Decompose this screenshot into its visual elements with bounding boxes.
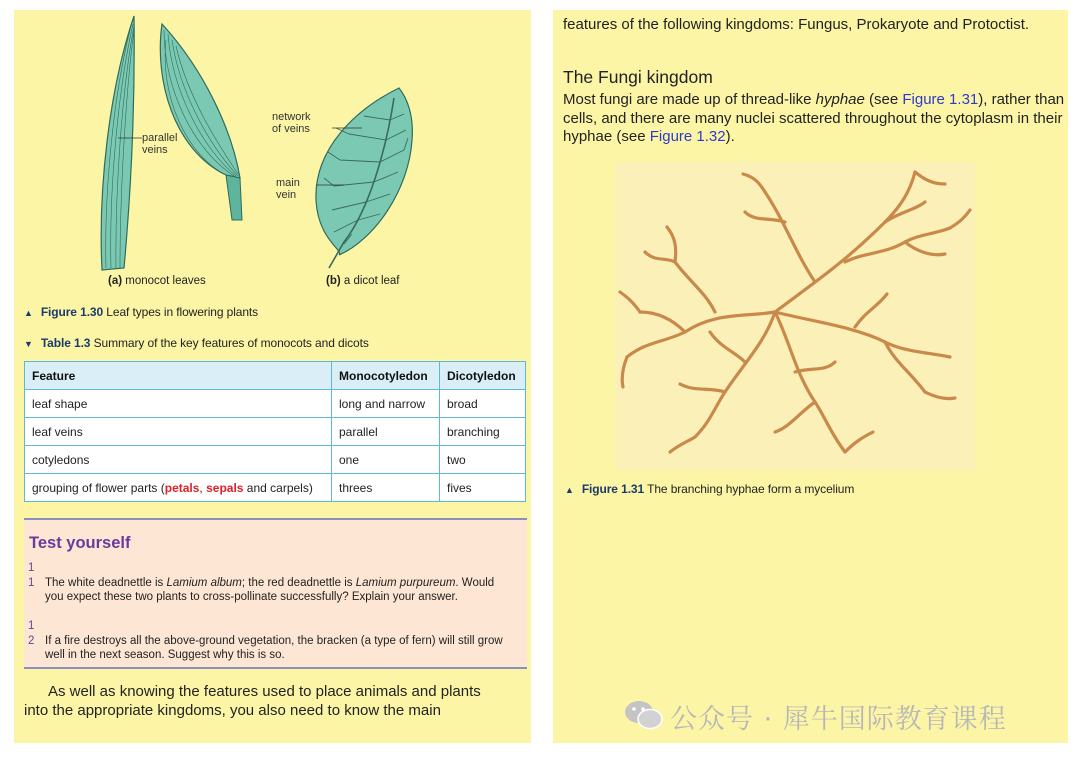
table-row xyxy=(25,390,526,418)
table-cell: threes xyxy=(332,474,440,502)
table-cell: leaf veins xyxy=(25,418,332,446)
main-vein-label: main vein xyxy=(276,177,300,201)
sepals-highlight: sepals xyxy=(206,480,244,495)
network-of-veins-label: network of veins xyxy=(272,111,311,135)
table-row xyxy=(25,474,526,502)
question-marker: 1 xyxy=(28,562,35,574)
monocot-sublabel: (a) monocot leaves xyxy=(108,275,206,287)
question-number: 2 xyxy=(28,635,35,647)
table-cell: two xyxy=(440,446,526,474)
fungi-paragraph: Most fungi are made up of thread-like hyphae (see Figure 1.31), rather than cells, and there are many nuclei scattered throughout the cytoplasm in their hyphae (see Figure 1.32). xyxy=(563,91,1065,145)
table-cell: fives xyxy=(440,474,526,502)
wechat-logo-icon xyxy=(623,698,665,732)
table-cell: one xyxy=(332,446,440,474)
watermark-text: 公众号 · 犀牛国际教育课程 xyxy=(670,704,1007,735)
figure-1-32-link[interactable]: Figure 1.32 xyxy=(649,128,726,145)
table-cell: branching xyxy=(440,418,526,446)
header-monocotyledon: Monocotyledon xyxy=(332,362,440,390)
question-number: 1 xyxy=(28,577,35,589)
question-2-text: If a fire destroys all the above-ground vegetation, the bracken (a type of fern) will still grow well in the next season. Suggest why this is so. xyxy=(45,635,503,661)
header-dicotyledon: Dicotyledon xyxy=(440,362,526,390)
parallel-veins-label: parallel veins xyxy=(142,132,178,156)
left-page xyxy=(14,10,531,743)
triangle-down-icon: ▼ xyxy=(24,339,33,349)
table-header-row xyxy=(25,362,526,390)
table-cell: cotyledons xyxy=(25,446,332,474)
monocot-dicot-table xyxy=(24,361,526,502)
table-row xyxy=(25,446,526,474)
table-cell: parallel xyxy=(332,418,440,446)
test-yourself-title: Test yourself xyxy=(29,534,131,552)
table-1-3-caption: ▼ Table 1.3 Summary of the key features of monocots and dicots xyxy=(24,336,369,350)
continued-paragraph: features of the following kingdoms: Fungus, Prokaryote and Protoctist. xyxy=(563,16,1030,33)
triangle-up-icon: ▲ xyxy=(24,308,33,318)
table-cell: broad xyxy=(440,390,526,418)
hyphae-mycelium-image xyxy=(615,162,975,470)
header-feature: Feature xyxy=(25,362,332,390)
figure-1-31-link[interactable]: Figure 1.31 xyxy=(902,91,979,108)
table-row xyxy=(25,418,526,446)
question-1-text: The white deadnettle is Lamium album; the red deadnettle is Lamium purpureum. Would you expect these two plants to cross-pollinate successfully? Explain your answer. xyxy=(45,577,495,603)
section-heading: The Fungi kingdom xyxy=(563,67,713,87)
right-page xyxy=(553,10,1068,743)
petals-highlight: petals xyxy=(164,480,200,495)
question-marker: 1 xyxy=(28,620,35,632)
triangle-up-icon: ▲ xyxy=(565,485,574,495)
table-cell: long and narrow xyxy=(332,390,440,418)
figure-1-31-caption: ▲ Figure 1.31 The branching hyphae form a mycelium xyxy=(565,482,855,496)
hyphae-drawing xyxy=(615,162,975,470)
leaf-illustration xyxy=(14,10,531,305)
leaf-types-figure xyxy=(14,10,531,305)
test-yourself-box xyxy=(24,518,527,669)
table-cell: leaf shape xyxy=(25,390,332,418)
table-cell: grouping of flower parts (petals, sepals and carpels) xyxy=(25,474,332,502)
body-paragraph: As well as knowing the features used to place animals and plants into the appropriate kingdoms, you also need to know the main xyxy=(24,683,481,719)
dicot-sublabel: (b) a dicot leaf xyxy=(326,275,400,287)
figure-1-30-caption: ▲ Figure 1.30 Leaf types in flowering plants xyxy=(24,305,259,319)
